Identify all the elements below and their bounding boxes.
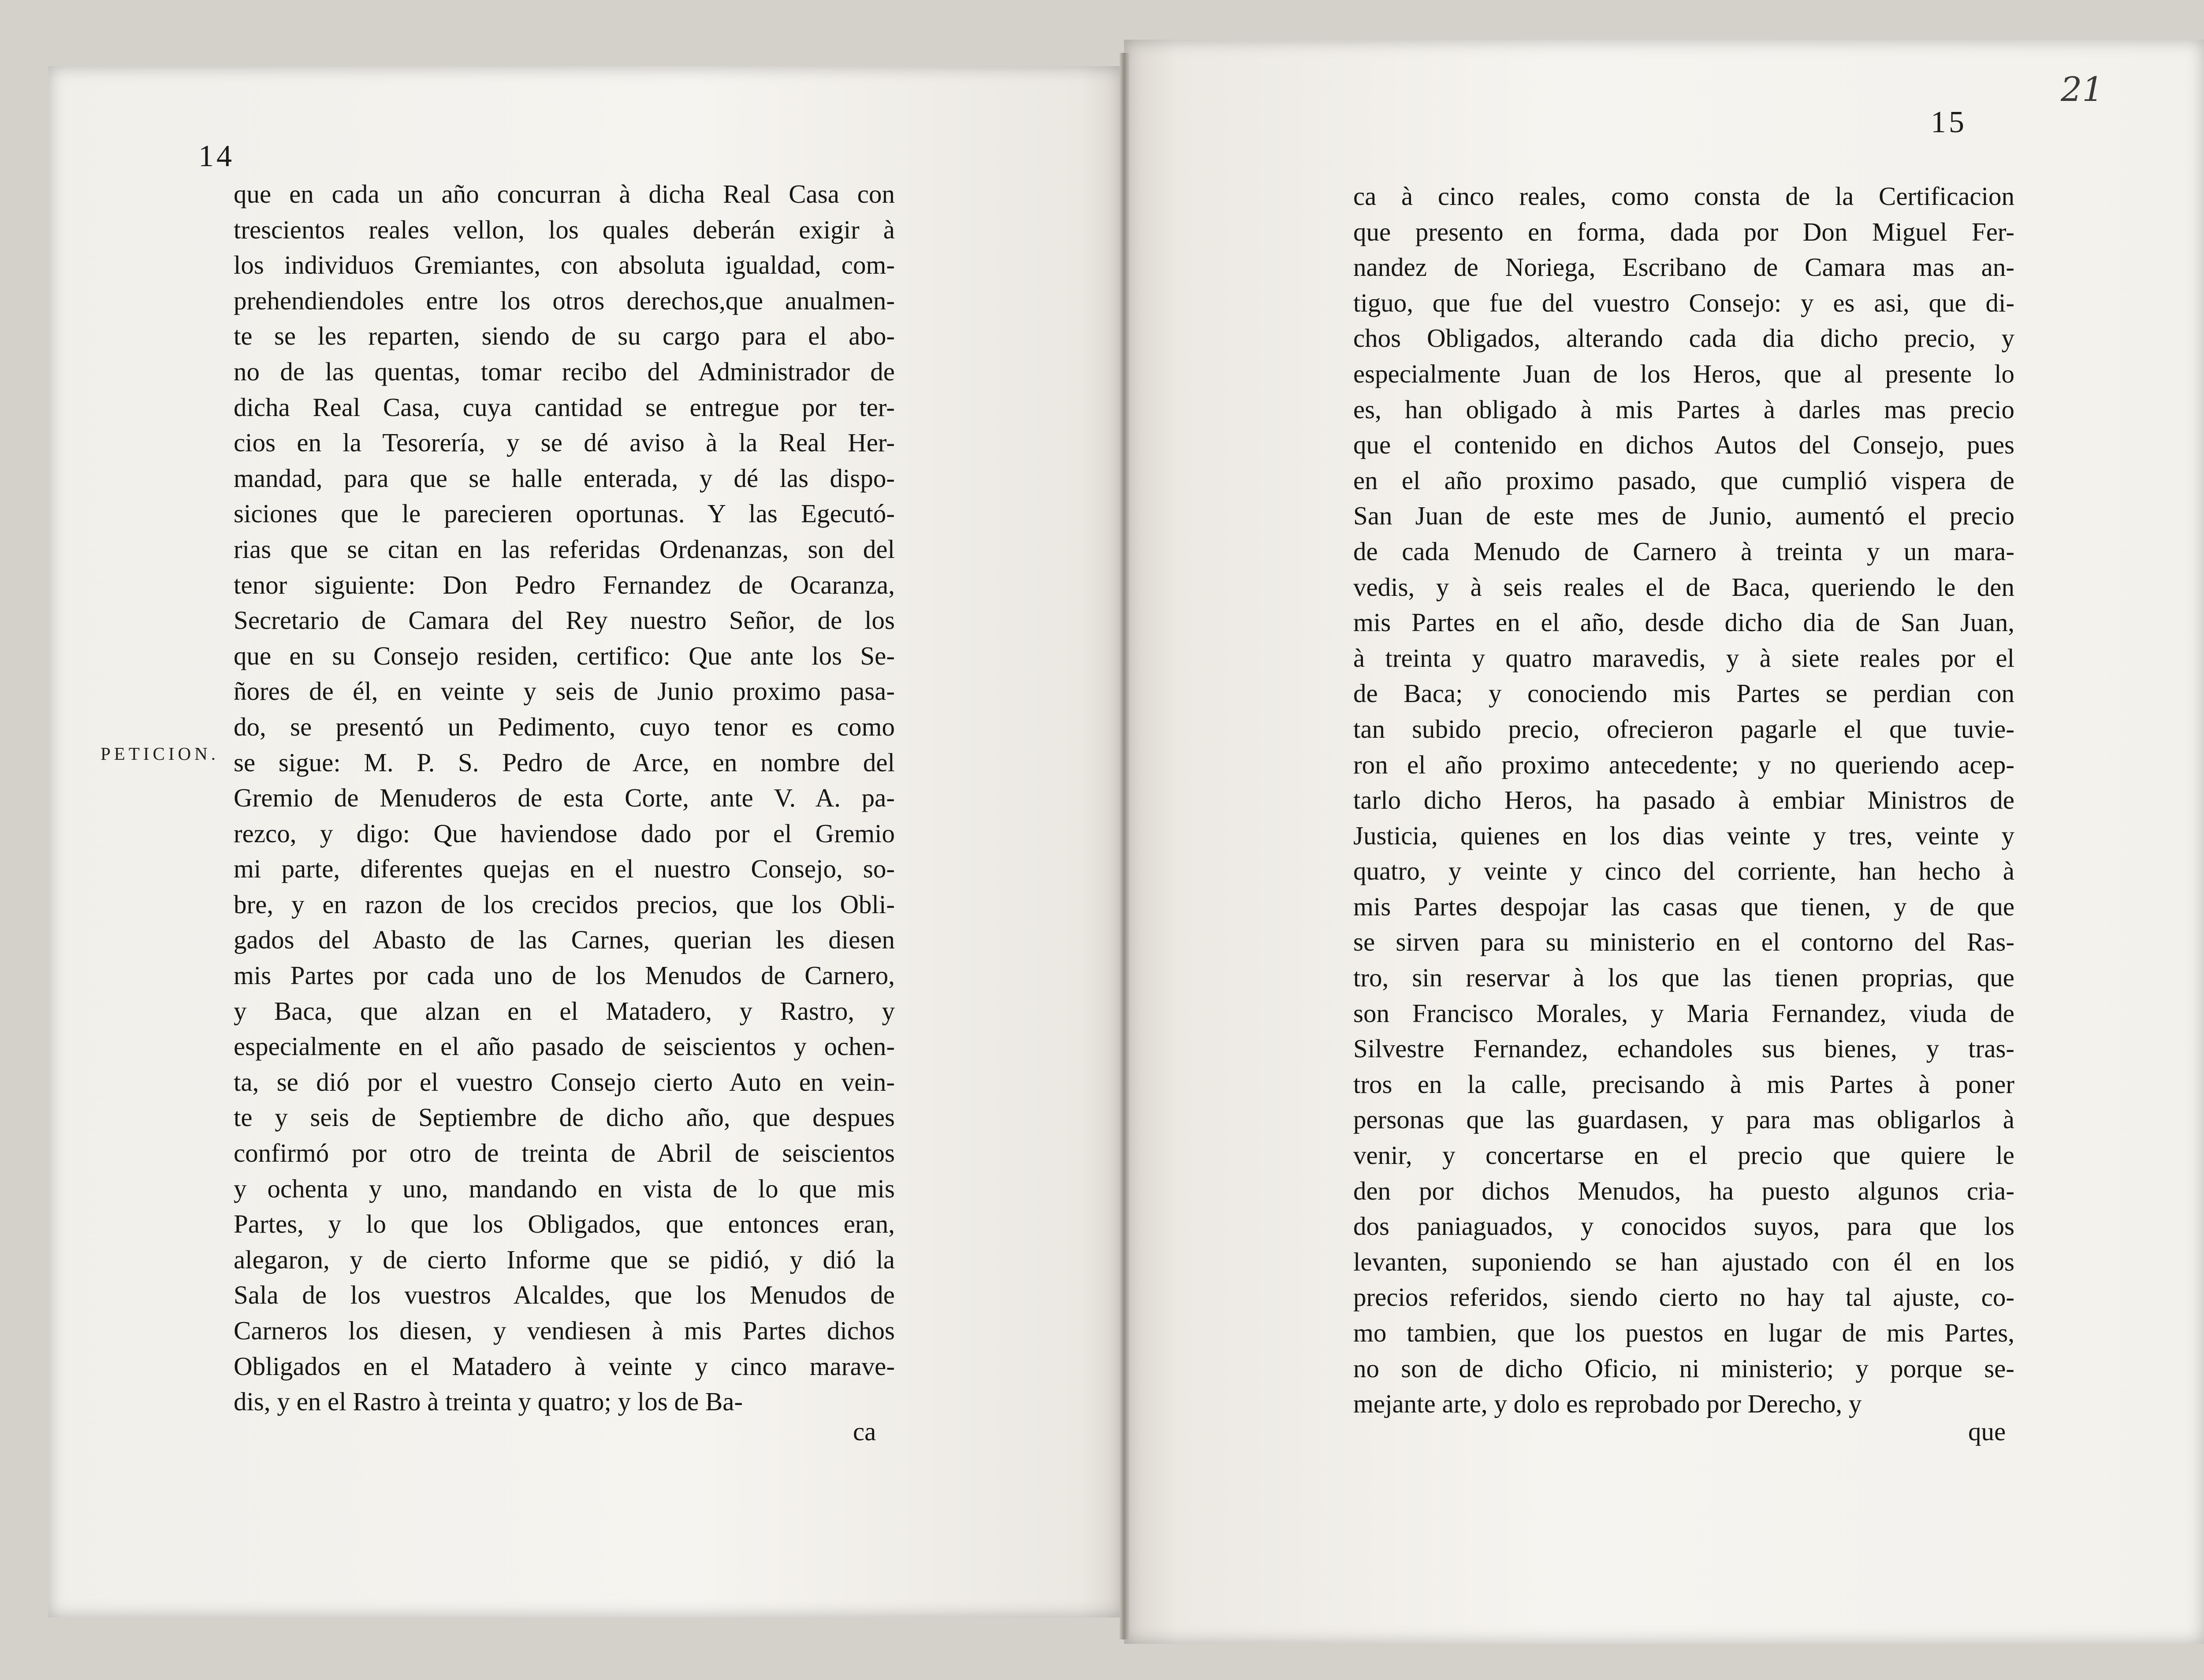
text-line: Justicia, quienes en los dias veinte y tres, veinte y: [1353, 821, 2014, 850]
text-line: tarlo dicho Heros, ha pasado à embiar Ministros de: [1353, 785, 2014, 815]
text-line: se sigue: M. P. S. Pedro de Arce, en nombre del: [234, 747, 895, 777]
text-line: precios referidos, siendo cierto no hay tal ajuste, co-: [1353, 1282, 2014, 1312]
text-line: levanten, suponiendo se han ajustado con él en los: [1353, 1247, 2014, 1276]
text-line: rezco, y digo: Que haviendose dado por el Gremio: [234, 818, 895, 848]
text-line: tiguo, que fue del vuestro Consejo: y es asi, que di-: [1353, 288, 2014, 317]
text-line: y ochenta y uno, mandando en vista de lo que mis: [234, 1174, 895, 1203]
text-line: Secretario de Camara del Rey nuestro Señor, de los: [234, 606, 895, 635]
text-line: quatro, y veinte y cinco del corriente, han hecho à: [1353, 856, 2014, 886]
text-line: prehendiendoles entre los otros derechos,que anualmen-: [234, 286, 895, 315]
text-line: mis Partes despojar las casas que tienen, y de que: [1353, 892, 2014, 921]
text-line: de cada Menudo de Carnero à treinta y un mara-: [1353, 536, 2014, 566]
text-line: Silvestre Fernandez, echandoles sus bienes, y tras-: [1353, 1034, 2014, 1063]
text-line: especialmente en el año pasado de seiscientos y ochen-: [234, 1032, 895, 1061]
right-page-number: 15: [1931, 105, 1967, 139]
text-line: Partes, y lo que los Obligados, que entonces eran,: [234, 1209, 895, 1239]
text-line: y Baca, que alzan en el Matadero, y Rastro, y: [234, 996, 895, 1026]
text-line: dos paniaguados, y conocidos suyos, para que los: [1353, 1212, 2014, 1241]
text-line: tan subido precio, ofrecieron pagarle el que tuvie-: [1353, 714, 2014, 743]
text-line: de Baca; y conociendo mis Partes se perdian con: [1353, 679, 2014, 708]
text-line: rias que se citan en las referidas Ordenanzas, son del: [234, 534, 895, 564]
text-line: venir, y concertarse en el precio que quiere le: [1353, 1141, 2014, 1170]
text-line: tro, sin reservar à los que las tienen proprias, que: [1353, 963, 2014, 992]
text-line: tenor siguiente: Don Pedro Fernandez de Ocaranza,: [234, 570, 895, 599]
text-line: do, se presentó un Pedimento, cuyo tenor es como: [234, 712, 895, 741]
text-line: personas que las guardasen, y para mas obligarlos à: [1353, 1105, 2014, 1134]
text-line: que presento en forma, dada por Don Miguel Fer-: [1353, 217, 2014, 246]
margin-note: PETICION.: [101, 743, 220, 764]
text-line: San Juan de este mes de Junio, aumentó el precio: [1353, 501, 2014, 531]
text-line: alegaron, y de cierto Informe que se pidió, y dió la: [234, 1245, 895, 1274]
text-line: no de las quentas, tomar recibo del Administrador de: [234, 357, 895, 386]
text-line: especialmente Juan de los Heros, que al presente lo: [1353, 359, 2014, 388]
text-line: Obligados en el Matadero à veinte y cinco marave-: [234, 1351, 895, 1381]
text-line: mis Partes por cada uno de los Menudos de Carnero,: [234, 961, 895, 990]
text-line: tros en la calle, precisando à mis Partes à poner: [1353, 1069, 2014, 1099]
text-line: chos Obligados, alterando cada dia dicho precio, y: [1353, 323, 2014, 353]
text-line: cios en la Tesorería, y se dé aviso à la Real Her-: [234, 428, 895, 457]
text-line: los individuos Gremiantes, con absoluta igualdad, com-: [234, 250, 895, 280]
text-line: es, han obligado à mis Partes à darles mas precio: [1353, 394, 2014, 424]
text-line: ca à cinco reales, como consta de la Certificacion: [1353, 182, 2014, 211]
text-line: que en cada un año concurran à dicha Real Casa con: [234, 179, 895, 208]
text-line: se sirven para su ministerio en el contorno del Ras-: [1353, 927, 2014, 957]
handwritten-folio-number: 21: [2061, 70, 2103, 109]
text-line: ta, se dió por el vuestro Consejo cierto Auto en vein-: [234, 1067, 895, 1096]
left-catchword: ca: [853, 1417, 876, 1446]
text-line: te se les reparten, siendo de su cargo para el abo-: [234, 321, 895, 351]
text-line: que el contenido en dichos Autos del Consejo, pues: [1353, 430, 2014, 460]
text-line: vedis, y à seis reales el de Baca, queriendo le den: [1353, 572, 2014, 602]
text-line: mandad, para que se halle enterada, y dé las dispo-: [234, 463, 895, 493]
text-line: trescientos reales vellon, los quales deberán exigir à: [234, 215, 895, 244]
text-line: no son de dicho Oficio, ni ministerio; y porque se-: [1353, 1353, 2014, 1383]
book-spine: [1120, 53, 1129, 1639]
text-line: Sala de los vuestros Alcaldes, que los Menudos de: [234, 1280, 895, 1310]
text-line: confirmó por otro de treinta de Abril de seiscientos: [234, 1138, 895, 1168]
text-line: ron el año proximo antecedente; y no queriendo acep-: [1353, 750, 2014, 779]
text-line: dicha Real Casa, cuya cantidad se entregue por ter-: [234, 392, 895, 422]
text-line: mis Partes en el año, desde dicho dia de San Juan,: [1353, 608, 2014, 637]
left-page-number: 14: [198, 139, 235, 173]
text-line: mo tambien, que los puestos en lugar de mis Partes,: [1353, 1318, 2014, 1347]
text-line: son Francisco Morales, y Maria Fernandez, viuda de: [1353, 998, 2014, 1028]
text-line: siciones que le parecieren oportunas. Y las Egecutó-: [234, 499, 895, 528]
text-line: nandez de Noriega, Escribano de Camara mas an-: [1353, 253, 2014, 282]
text-line: gados del Abasto de las Carnes, querian les diesen: [234, 925, 895, 955]
left-page-text: [234, 176, 895, 1420]
text-line: mejante arte, y dolo es reprobado por Derecho, y: [1353, 1389, 1862, 1419]
text-line: à treinta y quatro maravedis, y à siete reales por el: [1353, 643, 2014, 673]
right-page-text: [1353, 178, 2014, 1422]
right-catchword: que: [1968, 1417, 2006, 1446]
text-line: Carneros los diesen, y vendiesen à mis Partes dichos: [234, 1316, 895, 1345]
text-line: Gremio de Menuderos de esta Corte, ante V. A. pa-: [234, 783, 895, 813]
text-line: den por dichos Menudos, ha puesto algunos cria-: [1353, 1176, 2014, 1205]
text-line: mi parte, diferentes quejas en el nuestro Consejo, so-: [234, 854, 895, 884]
text-line: dis, y en el Rastro à treinta y quatro; y los de Ba-: [234, 1387, 743, 1416]
text-line: que en su Consejo residen, certifico: Que ante los Se-: [234, 641, 895, 670]
text-line: en el año proximo pasado, que cumplió vispera de: [1353, 465, 2014, 495]
text-line: ñores de él, en veinte y seis de Junio proximo pasa-: [234, 676, 895, 706]
text-line: bre, y en razon de los crecidos precios, que los Obli-: [234, 889, 895, 919]
text-line: te y seis de Septiembre de dicho año, que despues: [234, 1103, 895, 1132]
